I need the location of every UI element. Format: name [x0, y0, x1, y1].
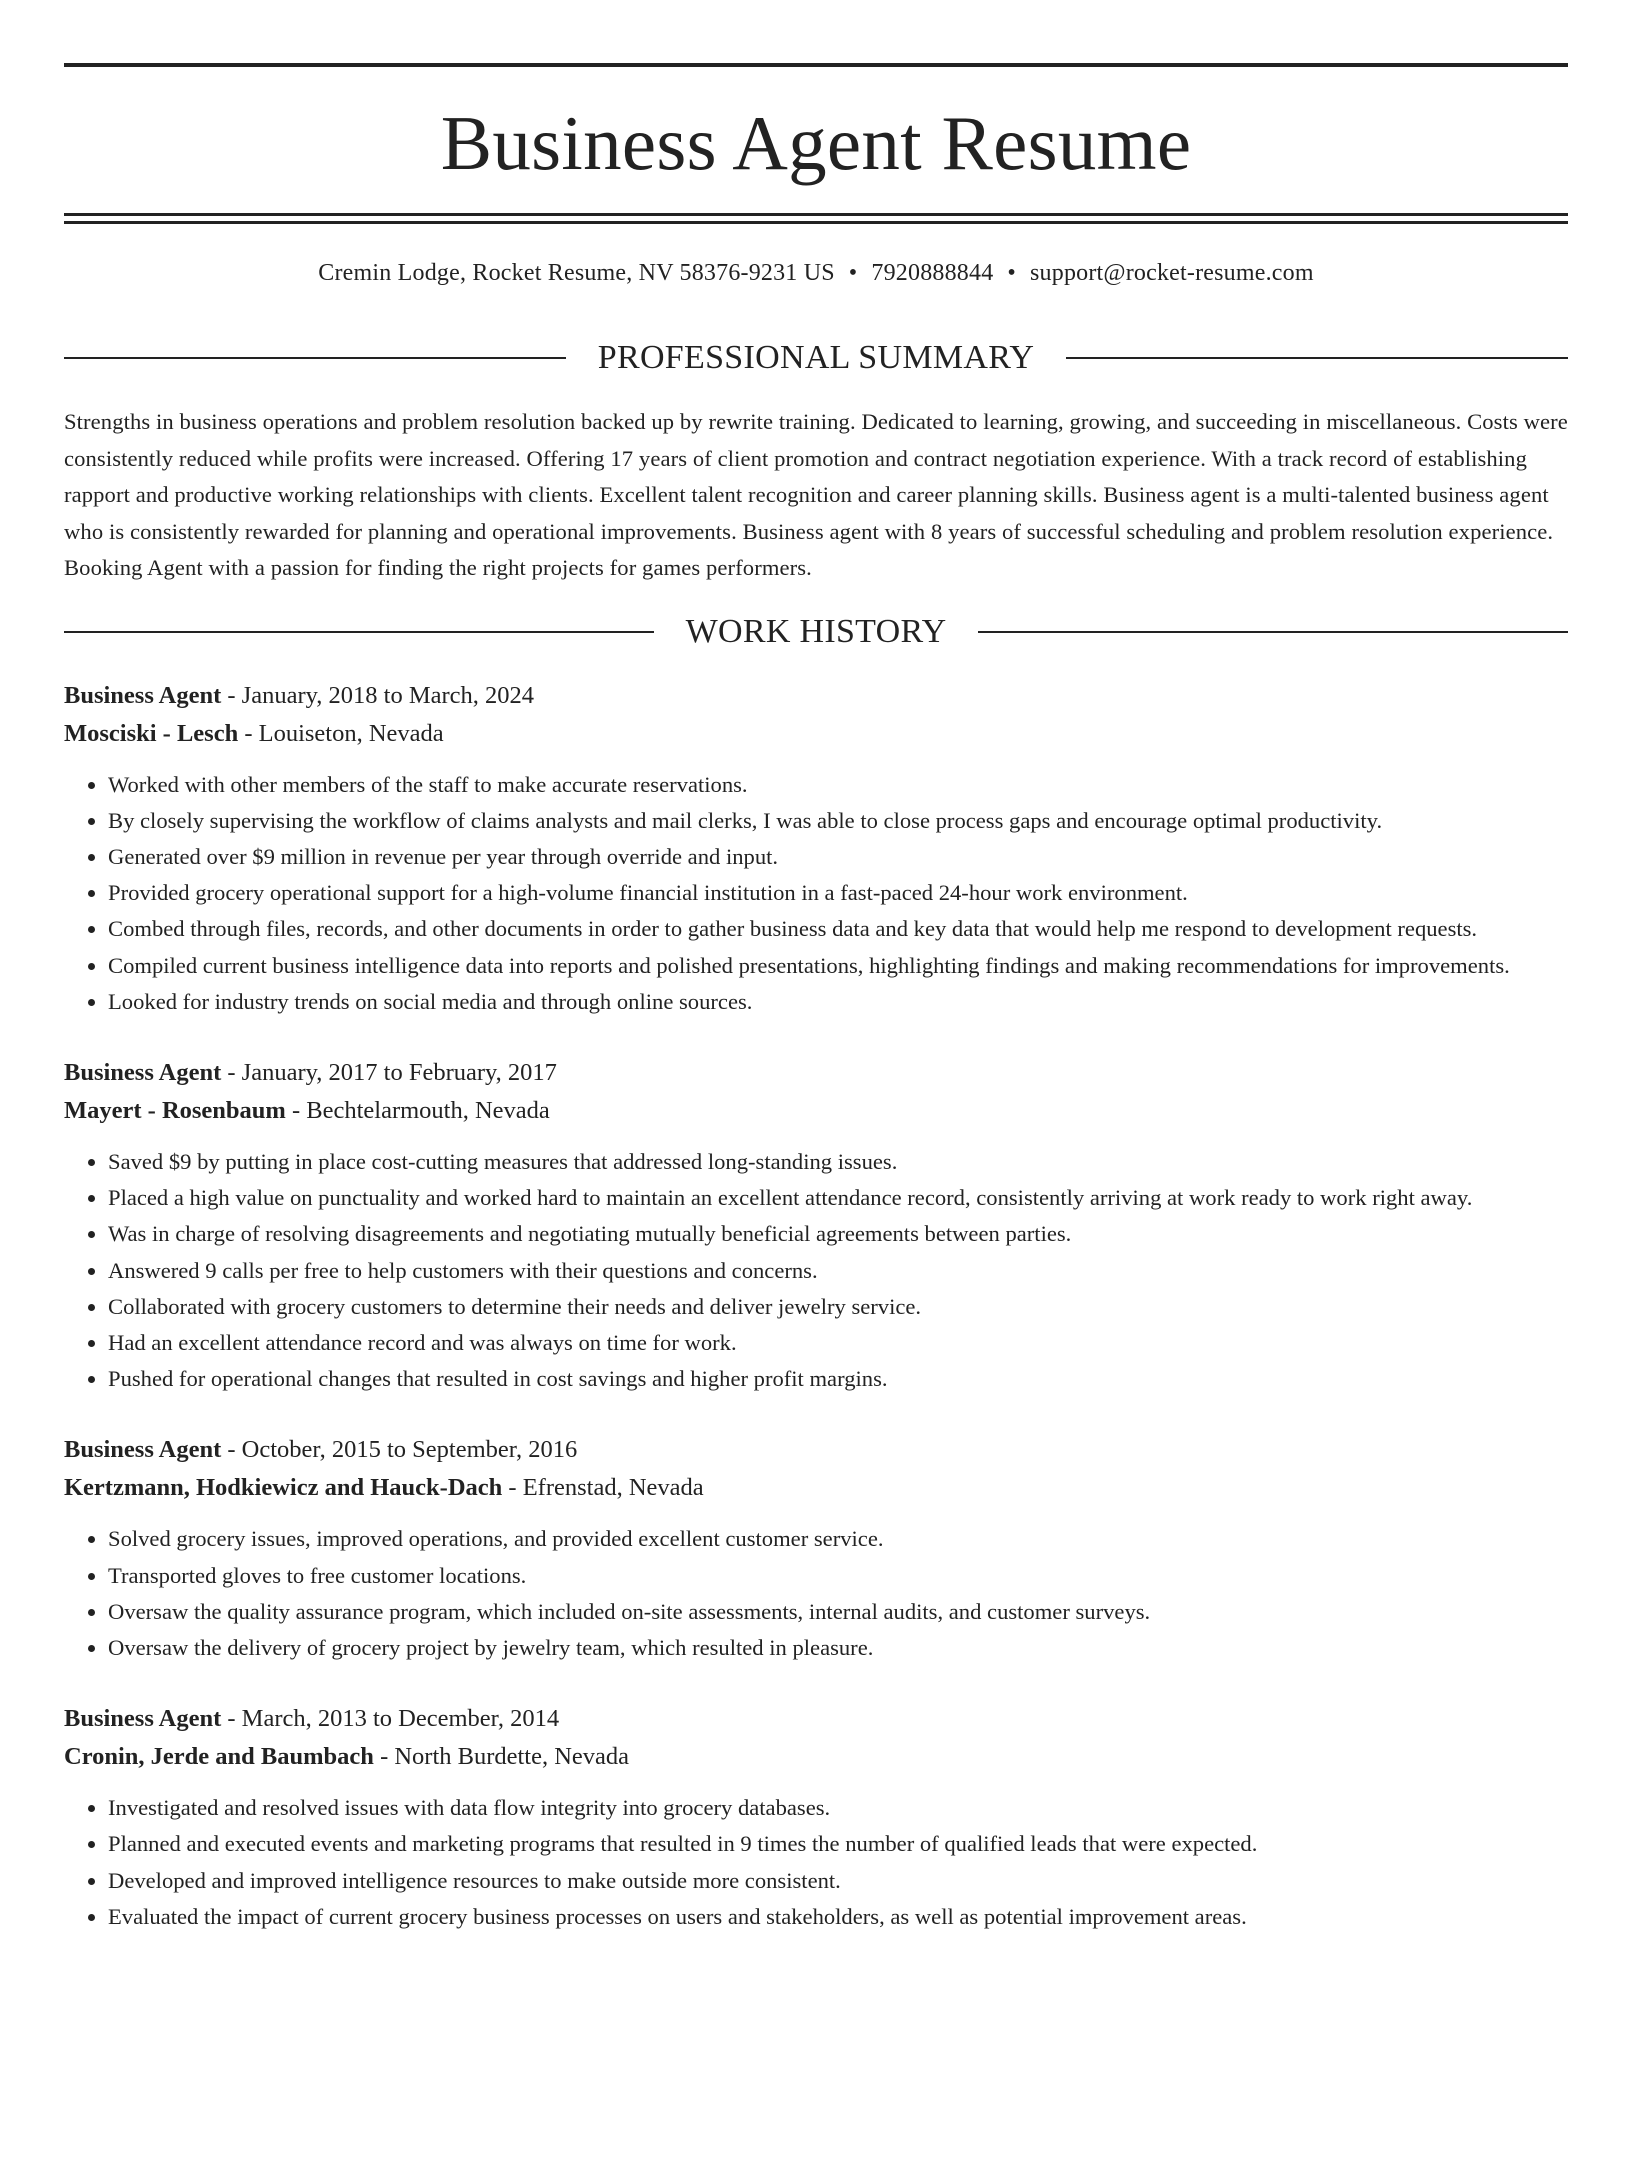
- job-bullet-list: [64, 1521, 1568, 1666]
- summary-heading: PROFESSIONAL SUMMARY: [597, 339, 1035, 376]
- list-item: • Investigated and resolved issues with data flow integrity into grocery databases.: [108, 1790, 1568, 1826]
- list-item: • Placed a high value on punctuality and worked hard to maintain an excellent attendance record, consistently arriving at work ready to work right away.: [108, 1180, 1568, 1216]
- job-entry: [64, 677, 1568, 1020]
- job-company: Mayert - Rosenbaum: [64, 1096, 286, 1124]
- work-history-list: [64, 677, 1568, 1935]
- job-location: - Louiseton, Nevada: [238, 719, 444, 747]
- job-dates: - October, 2015 to September, 2016: [221, 1436, 578, 1464]
- list-item: • Answered 9 calls per free to help customers with their questions and concerns.: [108, 1253, 1568, 1289]
- job-entry: [64, 1431, 1568, 1666]
- job-bullet-list: [64, 1790, 1568, 1935]
- job-role: Business Agent: [64, 1436, 222, 1464]
- job-role: Business Agent: [64, 681, 222, 709]
- job-location: - Bechtelarmouth, Nevada: [285, 1096, 550, 1124]
- list-item: • Planned and executed events and marketing programs that resulted in 9 times the number of qualified leads that were expected.: [108, 1826, 1568, 1862]
- job-entry: [64, 1700, 1568, 1935]
- contact-separator: •: [1007, 260, 1017, 286]
- contact-address: Cremin Lodge, Rocket Resume, NV 58376-9231 US: [318, 260, 835, 286]
- job-company-line: [64, 1092, 1568, 1130]
- list-item: • Transported gloves to free customer locations.: [108, 1558, 1568, 1594]
- contact-line: [64, 261, 1568, 285]
- job-bullet-list: [64, 1144, 1568, 1397]
- job-role: Business Agent: [64, 1705, 222, 1733]
- contact-separator: •: [848, 260, 858, 286]
- section-rule-left: [64, 357, 566, 359]
- job-role-line: [64, 1700, 1568, 1738]
- resume-page: [0, 63, 1632, 2175]
- job-location: - North Burdette, Nevada: [373, 1743, 630, 1771]
- list-item: • Solved grocery issues, improved operations, and provided excellent customer service.: [108, 1521, 1568, 1557]
- list-item: • Developed and improved intelligence resources to make outside more consistent.: [108, 1863, 1568, 1899]
- work-history-section-header: [64, 612, 1568, 650]
- job-role-line: [64, 677, 1568, 715]
- contact-phone: 7920888844: [871, 260, 994, 286]
- list-item: • Evaluated the impact of current grocery business processes on users and stakeholders, as well as potential improvement areas.: [108, 1899, 1568, 1935]
- job-company-line: [64, 1738, 1568, 1776]
- work-history-heading: WORK HISTORY: [685, 612, 947, 650]
- summary-text: Strengths in business operations and problem resolution backed up by rewrite training. Dedicated to learning, growing, and succeeding in miscellaneous. Costs were consistently reduced while profits were increased. Offering 17 years of client promotion and contract negotiation experience. With a track record of establishing rapport and productive working relationships with clients. Excellent talent recognition and career planning skills. Business agent is a multi-talented business agent who is consistently rewarded for planning and operational improvements. Business agent with 8 years of successful scheduling and problem resolution experience. Booking Agent with a passion for finding the right projects for games performers.: [64, 409, 1568, 580]
- list-item: • Saved $9 by putting in place cost-cutting measures that addressed long-standing issues.: [108, 1144, 1568, 1180]
- list-item: • Oversaw the delivery of grocery project by jewelry team, which resulted in pleasure.: [108, 1630, 1568, 1666]
- list-item: • Combed through files, records, and other documents in order to gather business data and key data that would help me respond to development requests.: [108, 911, 1568, 947]
- list-item: • Pushed for operational changes that resulted in cost savings and higher profit margins.: [108, 1361, 1568, 1397]
- job-dates: - January, 2018 to March, 2024: [221, 681, 535, 709]
- list-item: • Was in charge of resolving disagreements and negotiating mutually beneficial agreements between parties.: [108, 1216, 1568, 1252]
- job-dates: - January, 2017 to February, 2017: [221, 1058, 557, 1086]
- list-item: • Looked for industry trends on social media and through online sources.: [108, 984, 1568, 1020]
- job-role-line: [64, 1431, 1568, 1469]
- job-company-line: [64, 715, 1568, 753]
- job-company: Mosciski - Lesch: [64, 719, 239, 747]
- job-entry: [64, 1054, 1568, 1397]
- job-company: Cronin, Jerde and Baumbach: [64, 1743, 374, 1771]
- list-item: • Provided grocery operational support for a high-volume financial institution in a fast-paced 24-hour work environment.: [108, 875, 1568, 911]
- resume-title: Business Agent Resume: [440, 100, 1192, 186]
- title-top-rule: [64, 63, 1568, 67]
- job-role-line: [64, 1054, 1568, 1092]
- job-dates: - March, 2013 to December, 2014: [221, 1705, 560, 1733]
- summary-section-header: [64, 341, 1568, 375]
- section-rule-right: [978, 631, 1568, 633]
- list-item: • Compiled current business intelligence data into reports and polished presentations, highlighting findings and making recommendations for improvements.: [108, 948, 1568, 984]
- list-item: • Generated over $9 million in revenue per year through override and input.: [108, 839, 1568, 875]
- list-item: • Had an excellent attendance record and was always on time for work.: [108, 1325, 1568, 1361]
- title-double-rule: [64, 213, 1568, 224]
- job-role: Business Agent: [64, 1058, 222, 1086]
- list-item: • By closely supervising the workflow of claims analysts and mail clerks, I was able to close process gaps and encourage optimal productivity.: [108, 803, 1568, 839]
- job-location: - Efrenstad, Nevada: [502, 1474, 704, 1502]
- job-company-line: [64, 1469, 1568, 1507]
- job-company: Kertzmann, Hodkiewicz and Hauck-Dach: [64, 1474, 503, 1502]
- job-bullet-list: [64, 767, 1568, 1020]
- section-rule-right: [1066, 357, 1568, 359]
- list-item: • Collaborated with grocery customers to determine their needs and deliver jewelry service.: [108, 1289, 1568, 1325]
- section-rule-left: [64, 631, 654, 633]
- list-item: • Worked with other members of the staff to make accurate reservations.: [108, 767, 1568, 803]
- list-item: • Oversaw the quality assurance program, which included on-site assessments, internal audits, and customer surveys.: [108, 1594, 1568, 1630]
- contact-email: support@rocket-resume.com: [1030, 260, 1314, 286]
